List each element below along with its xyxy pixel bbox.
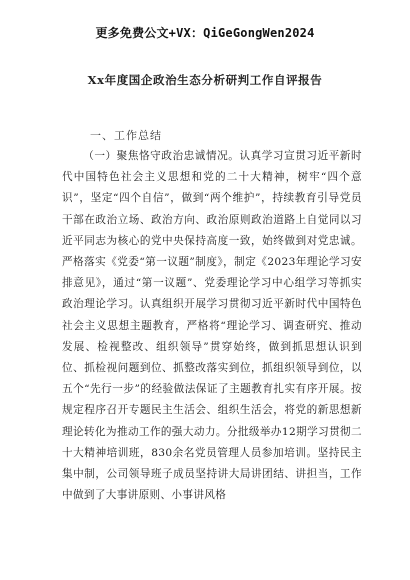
body-paragraph: （一）聚焦恪守政治忠诚情况。认真学习宣贯习近平新时代中国特色社会主义思想和党的二十大精神，树牢“四个意识”，坚定“四个自信”，做到“两个维护”，持续教育引导党员干部在政治立场、政治方向、政治原则政治道路上自觉同以习近平同志为核心的党中央保持高度一致，始终做到对党忠诚。严格落实《党委“第一议题”制度》，制定《2023年理论学习安排意见》，通过“第一议题”、党委理论学习中心组学习等抓实政治理论学习。认真组织开展学习贯彻习近平新时代中国特色社会主义思想主题教育，严格将“理论学习、调查研究、推动发展、检视整改、组织领导”贯穿始终，做到抓思想认识到位、抓检视问题到位、抓整改落实到位，抓组织领导到位，以五个“先行一步”的经验做法保证了主题教育扎实有序开展。按规定程序召开专题民主生活会、组织生活会，将党的新思想新理论转化为推动工作的强大动力。分批级举办12期学习贯彻二十大精神培训班，830余名党员管理人员参加培训。坚持民主集中制，公司领导班子成员坚持讲大局讲团结、讲担当，工作中做到了大事讲原则、小事讲风格	[62, 150, 362, 502]
document-title: Xx年度国企政治生态分析研判工作自评报告	[87, 73, 323, 87]
section-heading: 一、工作总结	[90, 129, 162, 142]
promo-header: 更多免费公文+VX：QiGeGongWen2024	[95, 26, 315, 40]
